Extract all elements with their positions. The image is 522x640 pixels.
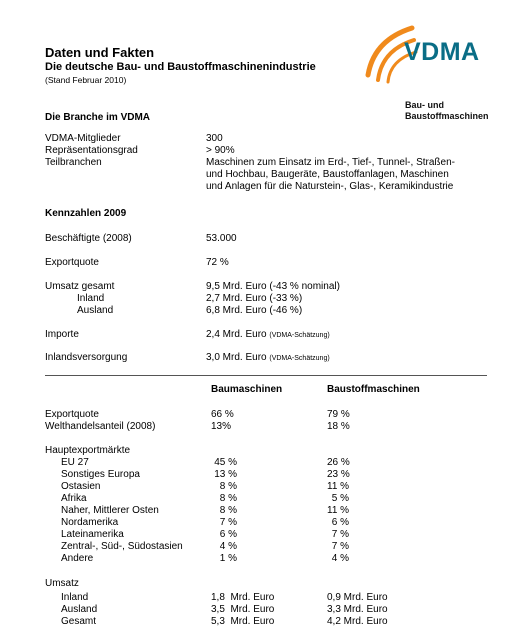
umsatz-row-baumaschinen: 1,8 Mrd. Euro (211, 592, 275, 603)
market-value-baustoffmaschinen: 6 % (331, 517, 349, 528)
umsatz-ausland-value: 6,8 Mrd. Euro (-46 %) (206, 305, 303, 316)
teilbranchen-line1: Maschinen zum Einsatz im Erd-, Tief-, Tunnel-, Straßen- (206, 157, 455, 168)
market-label: EU 27 (61, 457, 89, 468)
umsatz-row-label: Ausland (61, 604, 98, 615)
umsatz-row-baustoffmaschinen: 3,3 Mrd. Euro (327, 604, 388, 615)
table-exportquote-v1: 66 % (211, 409, 234, 420)
market-value-baumaschinen: 8 % (219, 481, 237, 492)
umsatz-inland-value: 2,7 Mrd. Euro (-33 %) (206, 293, 303, 304)
umsatz-row-baumaschinen: 5,3 Mrd. Euro (211, 616, 275, 627)
market-value-baustoffmaschinen: 11 % (327, 481, 350, 492)
market-value-baustoffmaschinen: 7 % (331, 529, 349, 540)
market-value-baustoffmaschinen: 4 % (331, 553, 349, 564)
document-subtitle: Die deutsche Bau- und Baustoffmaschinenindustrie (45, 61, 316, 73)
mitglieder-value: 300 (206, 133, 223, 144)
market-label: Ostasien (61, 481, 101, 492)
market-label: Nordamerika (61, 517, 119, 528)
teilbranchen-line2: und Hochbau, Baugeräte, Baustoffanlagen, Maschinen (206, 169, 449, 180)
market-label: Sonstiges Europa (61, 469, 140, 480)
table-welthandel-v1: 13% (211, 421, 232, 432)
kennzahlen-heading: Kennzahlen 2009 (45, 208, 127, 219)
table-exportquote-label: Exportquote (45, 409, 99, 420)
hauptexport-heading: Hauptexportmärkte (45, 445, 131, 456)
market-value-baumaschinen: 8 % (219, 505, 237, 516)
market-value-baustoffmaschinen: 5 % (331, 493, 349, 504)
logo-sub-line1: Bau- und (405, 100, 444, 110)
market-label: Naher, Mittlerer Osten (61, 505, 159, 516)
market-value-baumaschinen: 7 % (219, 517, 237, 528)
repraesentation-label: Repräsentationsgrad (45, 145, 138, 156)
umsatz-row-baustoffmaschinen: 0,9 Mrd. Euro (327, 592, 388, 603)
umsatz-row-baumaschinen: 3,5 Mrd. Euro (211, 604, 275, 615)
market-value-baustoffmaschinen: 26 % (327, 457, 350, 468)
teilbranchen-line3: und Anlagen für die Naturstein-, Glas-, Keramikindustrie (206, 181, 454, 192)
market-value-baustoffmaschinen: 7 % (331, 541, 349, 552)
stand-date: (Stand Februar 2010) (45, 75, 127, 85)
vdma-logo (360, 20, 500, 130)
col-header-baustoffmaschinen: Baustoffmaschinen (327, 384, 420, 395)
beschaeftigte-label: Beschäftigte (2008) (45, 233, 132, 244)
mitglieder-label: VDMA-Mitglieder (45, 133, 121, 144)
importe-note: (VDMA-Schätzung) (269, 332, 330, 339)
logo-wordmark: VDMA (404, 38, 480, 66)
inlandsversorgung-value: 3,0 Mrd. Euro (VDMA-Schätzung) (206, 352, 330, 363)
exportquote-value: 72 % (206, 257, 229, 268)
market-value-baumaschinen: 8 % (219, 493, 237, 504)
importe-label: Importe (45, 329, 79, 340)
market-value-baumaschinen: 1 % (219, 553, 237, 564)
market-value-baumaschinen: 45 % (214, 457, 237, 468)
col-header-baumaschinen: Baumaschinen (211, 384, 283, 395)
market-value-baustoffmaschinen: 23 % (327, 469, 350, 480)
umsatz-value: 9,5 Mrd. Euro (-43 % nominal) (206, 281, 340, 292)
umsatz-row-label: Inland (61, 592, 89, 603)
umsatz-label: Umsatz gesamt (45, 281, 115, 292)
logo-sub-line2: Baustoffmaschinen (405, 111, 489, 121)
umsatz-table-heading: Umsatz (45, 578, 79, 589)
market-value-baumaschinen: 6 % (219, 529, 237, 540)
document-title: Daten und Fakten (45, 45, 155, 60)
market-value-baustoffmaschinen: 11 % (327, 505, 350, 516)
market-label: Lateinamerika (61, 529, 124, 540)
umsatz-ausland-label: Ausland (77, 305, 114, 316)
market-value-baumaschinen: 4 % (219, 541, 237, 552)
beschaeftigte-value: 53.000 (206, 233, 237, 244)
umsatz-inland-label: Inland (77, 293, 105, 304)
inlandsversorgung-label: Inlandsversorgung (45, 352, 128, 363)
table-welthandel-v2: 18 % (327, 421, 350, 432)
market-label: Zentral-, Süd-, Südostasien (61, 541, 183, 552)
market-label: Afrika (61, 493, 87, 504)
table-exportquote-v2: 79 % (327, 409, 350, 420)
umsatz-row-label: Gesamt (61, 616, 97, 627)
inlandsversorgung-note: (VDMA-Schätzung) (269, 355, 330, 362)
exportquote-label: Exportquote (45, 257, 99, 268)
teilbranchen-label: Teilbranchen (45, 157, 102, 168)
market-label: Andere (61, 553, 94, 564)
table-welthandel-label: Welthandelsanteil (2008) (45, 421, 156, 432)
umsatz-row-baustoffmaschinen: 4,2 Mrd. Euro (327, 616, 388, 627)
section-divider (45, 375, 487, 376)
repraesentation-value: > 90% (206, 145, 235, 156)
market-value-baumaschinen: 13 % (214, 469, 237, 480)
branche-heading: Die Branche im VDMA (45, 112, 151, 123)
importe-value: 2,4 Mrd. Euro (VDMA-Schätzung) (206, 329, 330, 340)
